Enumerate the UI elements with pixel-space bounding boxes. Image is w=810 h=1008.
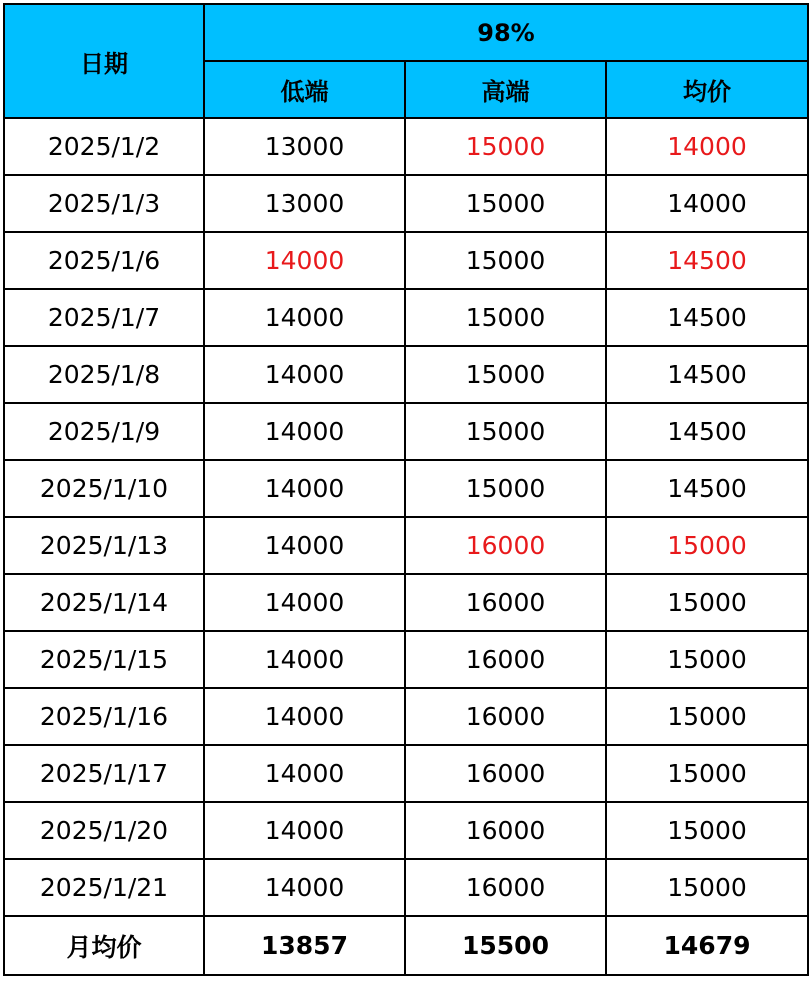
cell-date: 2025/1/7 <box>4 289 204 346</box>
table-row <box>4 403 808 460</box>
cell-low: 14000 <box>204 460 405 517</box>
cell-date: 2025/1/10 <box>4 460 204 517</box>
cell-low: 14000 <box>204 631 405 688</box>
cell-high: 16000 <box>405 802 606 859</box>
cell-avg: 15000 <box>606 631 808 688</box>
cell-avg: 15000 <box>606 802 808 859</box>
cell-avg: 15000 <box>606 745 808 802</box>
table-row <box>4 745 808 802</box>
monthly-average-row <box>4 916 808 975</box>
cell-low: 14000 <box>204 802 405 859</box>
cell-low: 14000 <box>204 517 405 574</box>
cell-avg: 15000 <box>606 688 808 745</box>
header-row-group <box>4 4 808 61</box>
cell-high: 15000 <box>405 346 606 403</box>
cell-high: 16000 <box>405 688 606 745</box>
table-row <box>4 574 808 631</box>
footer-low: 13857 <box>204 916 405 975</box>
table-header <box>4 4 808 118</box>
cell-avg: 14500 <box>606 403 808 460</box>
cell-date: 2025/1/3 <box>4 175 204 232</box>
cell-date: 2025/1/20 <box>4 802 204 859</box>
footer-label: 月均价 <box>4 916 204 975</box>
cell-avg: 15000 <box>606 859 808 916</box>
cell-low: 14000 <box>204 346 405 403</box>
price-table <box>3 3 809 976</box>
cell-date: 2025/1/15 <box>4 631 204 688</box>
cell-avg: 15000 <box>606 517 808 574</box>
header-low: 低端 <box>204 61 405 118</box>
cell-date: 2025/1/17 <box>4 745 204 802</box>
header-date: 日期 <box>4 4 204 118</box>
cell-avg: 14500 <box>606 346 808 403</box>
cell-date: 2025/1/16 <box>4 688 204 745</box>
cell-high: 16000 <box>405 517 606 574</box>
cell-high: 16000 <box>405 574 606 631</box>
cell-date: 2025/1/8 <box>4 346 204 403</box>
cell-high: 15000 <box>405 232 606 289</box>
table-row <box>4 346 808 403</box>
cell-avg: 14500 <box>606 460 808 517</box>
cell-low: 13000 <box>204 118 405 175</box>
table-row <box>4 802 808 859</box>
table-footer <box>4 916 808 975</box>
cell-high: 15000 <box>405 460 606 517</box>
cell-high: 16000 <box>405 631 606 688</box>
table-row <box>4 118 808 175</box>
cell-low: 14000 <box>204 403 405 460</box>
header-avg: 均价 <box>606 61 808 118</box>
cell-low: 14000 <box>204 289 405 346</box>
cell-date: 2025/1/21 <box>4 859 204 916</box>
cell-date: 2025/1/2 <box>4 118 204 175</box>
table-row <box>4 859 808 916</box>
cell-date: 2025/1/14 <box>4 574 204 631</box>
cell-avg: 14000 <box>606 118 808 175</box>
cell-low: 13000 <box>204 175 405 232</box>
cell-date: 2025/1/13 <box>4 517 204 574</box>
cell-low: 14000 <box>204 574 405 631</box>
header-high: 高端 <box>405 61 606 118</box>
table-row <box>4 631 808 688</box>
table-row <box>4 289 808 346</box>
table-row <box>4 232 808 289</box>
cell-date: 2025/1/9 <box>4 403 204 460</box>
cell-high: 15000 <box>405 289 606 346</box>
cell-high: 15000 <box>405 118 606 175</box>
cell-high: 15000 <box>405 175 606 232</box>
cell-date: 2025/1/6 <box>4 232 204 289</box>
cell-low: 14000 <box>204 688 405 745</box>
cell-avg: 14500 <box>606 289 808 346</box>
table-row <box>4 688 808 745</box>
cell-low: 14000 <box>204 232 405 289</box>
cell-avg: 14000 <box>606 175 808 232</box>
footer-high: 15500 <box>405 916 606 975</box>
cell-avg: 15000 <box>606 574 808 631</box>
table-row <box>4 517 808 574</box>
cell-high: 16000 <box>405 859 606 916</box>
cell-low: 14000 <box>204 745 405 802</box>
cell-high: 16000 <box>405 745 606 802</box>
table-body <box>4 118 808 916</box>
header-grade-group: 98% <box>204 4 808 61</box>
footer-avg: 14679 <box>606 916 808 975</box>
table-row <box>4 460 808 517</box>
cell-high: 15000 <box>405 403 606 460</box>
cell-low: 14000 <box>204 859 405 916</box>
table-row <box>4 175 808 232</box>
cell-avg: 14500 <box>606 232 808 289</box>
